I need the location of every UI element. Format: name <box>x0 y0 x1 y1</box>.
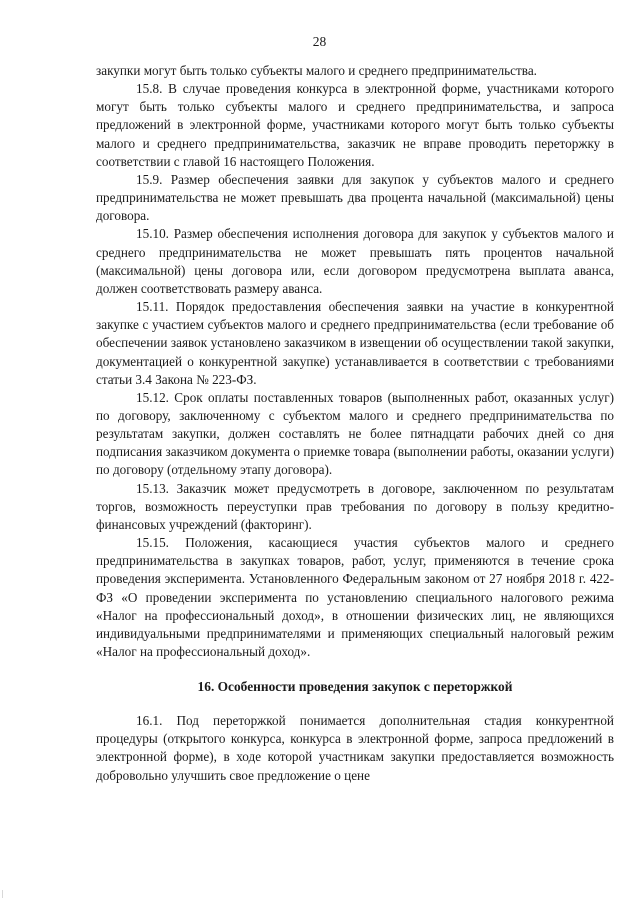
page-number: 28 <box>312 34 327 49</box>
paragraph-continuation: закупки могут быть только субъекты малого и среднего предпринимательства. <box>96 63 537 78</box>
paragraph-15-10: 15.10. Размер обеспечения исполнения договора для закупок у субъектов малого и среднего предпринимательства не может превышать пять процентов начальной (максимальной) цены договора или, если договором предусмотрена выплата аванса, должен соответствовать размеру аванса. <box>96 226 614 296</box>
paragraph-15-8: 15.8. В случае проведения конкурса в электронной форме, участниками которого могут быть только субъекты малого и среднего предпринимательства, и запроса предложений в электронной форме, участниками которого могут быть только субъекты малого и среднего предпринимательства, заказчик не вправе проводить переторжку в соответствии с главой 16 настоящего Положения. <box>96 81 614 169</box>
paragraph-15-13: 15.13. Заказчик может предусмотреть в договоре, заключенном по результатам торгов, возможность переуступки прав требования по договору в пользу кредитно-финансовых учреждений (факторинг). <box>96 480 614 532</box>
scan-edge-mark <box>2 890 9 898</box>
paragraph-15-9: 15.9. Размер обеспечения заявки для закупок у субъектов малого и среднего предпринимательства не может превышать два процента начальной (максимальной) цены договора. <box>96 171 614 224</box>
section-heading: 16. Особенности проведения закупок с переторжкой <box>197 679 513 695</box>
document-body <box>96 62 614 785</box>
paragraph-16-1: 16.1. Под переторжкой понимается дополнительная стадия конкурентной процедуры (открытого конкурса, конкурса в электронной форме, запроса предложений в электронной форме), в ходе которой участникам закупки предоставляется возможность добровольно улучшить свое предложение о цене <box>96 713 614 783</box>
paragraph-15-15: 15.15. Положения, касающиеся участия субъектов малого и среднего предпринимательства в закупках товаров, работ, услуг, применяются в течение срока проведения эксперимента. Установленного Федеральным законом от 27 ноября 2018 г. 422-ФЗ «О проведении эксперимента по установлению специального налогового режима «Налог на профессиональный доход», в отношении физических лиц, не являющихся индивидуальными предпринимателями и применяющих специальный налоговый режим «Налог на профессиональный доход». <box>96 535 614 659</box>
paragraph-15-12: 15.12. Срок оплаты поставленных товаров (выполненных работ, оказанных услуг) по договору, заключенному с субъектом малого и среднего предпринимательства по результатам закупки, должен составлять не более пятнадцати рабочих дней со дня подписания заказчиком документа о приемке товара (выполнении работы, оказании услуги) по договору (отдельному этапу договора). <box>96 389 614 478</box>
paragraph-15-11: 15.11. Порядок предоставления обеспечения заявки на участие в конкурентной закупке с участием субъектов малого и среднего предпринимательства (если требование об обеспечении заявок установлено заказчиком в извещении об осуществлении такой закупки, документацией о конкурентной закупке) устанавливается в соответствии с требованиями статьи 3.4 Закона № 223-ФЗ. <box>96 299 614 387</box>
